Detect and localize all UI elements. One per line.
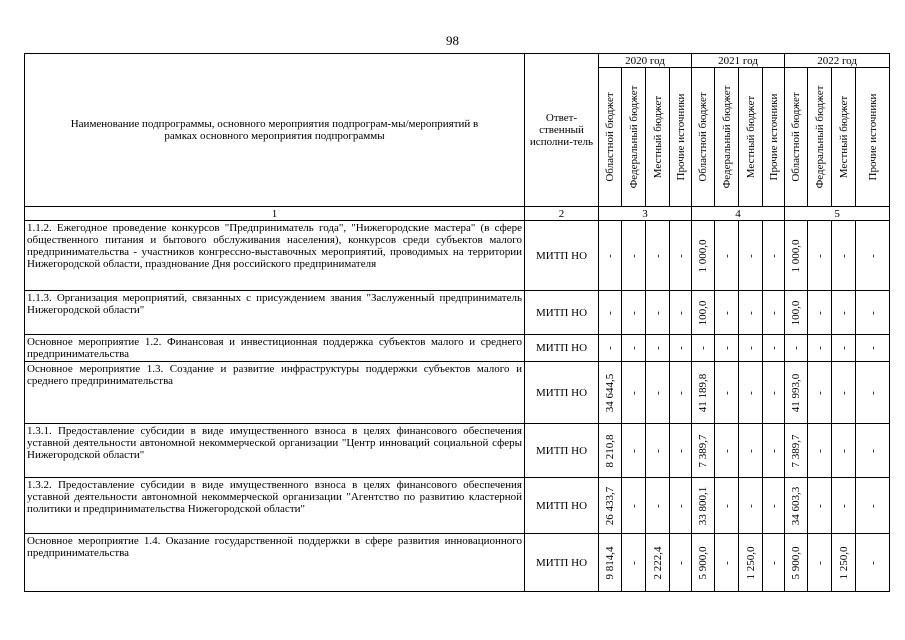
row-value: - [767,503,780,508]
row-value-cell [856,424,890,478]
row-value: - [604,253,616,258]
header-source [692,68,715,207]
row-value: - [767,390,780,395]
row-value-cell [670,534,692,592]
row-value: 9 814,4 [604,546,616,579]
row-value: - [674,253,687,258]
row-value-cell [832,291,856,335]
table-row [25,221,890,291]
row-value: 5 900,0 [790,546,803,579]
row-value-cell [622,534,646,592]
row-value-cell [739,221,763,291]
row-value: - [866,560,879,565]
row-value: - [627,448,640,453]
row-value: - [720,253,733,258]
row-value: - [866,253,879,258]
row-value-cell [856,221,890,291]
row-value: - [627,560,640,565]
row-value: - [674,310,687,315]
row-value: - [744,346,757,350]
row-value-cell [692,534,715,592]
row-value-cell [622,424,646,478]
row-value: 100,0 [697,300,710,325]
row-description: 1.3.2. Предоставление субсидии в виде имущественного взноса в целях финансового обеспечения уставной деятельности автономной некоммерческой организации "Агентство по развитию кластерной политики и предпринимательства Нижегородской области" [25,478,525,534]
row-value-cell [808,478,832,534]
row-value: - [813,310,826,315]
row-description: 1.3.1. Предоставление субсидии в виде имущественного взноса в целях финансового обеспечения уставной деятельности автономной некоммерческой организации "Центр инноваций социальной сферы Нижегородской области" [25,424,525,478]
row-value-cell [692,478,715,534]
row-value: - [813,346,826,350]
row-value: - [767,253,780,258]
row-value: 1 250,0 [837,546,850,579]
row-value: - [651,448,664,453]
row-value-cell [715,335,739,362]
row-value: 34 603,3 [790,486,803,525]
row-value-cell [715,478,739,534]
row-value: - [604,346,616,350]
header-year: 2021 год [692,54,785,68]
page-number: 98 [446,33,459,48]
column-number: 2 [525,207,599,221]
row-value: - [627,310,640,315]
header-source-label: Прочие источники [767,93,780,181]
row-value: - [674,390,687,395]
row-value-cell [670,362,692,424]
row-value: 1 000,0 [790,239,803,272]
row-value: - [813,560,826,565]
header-source-label: Областной бюджет [790,92,803,182]
row-value-cell [739,362,763,424]
column-number: 4 [692,207,785,221]
row-value: - [651,346,664,350]
row-value: - [627,346,640,350]
row-value: - [651,310,664,315]
row-value-cell [599,534,622,592]
row-value: - [790,346,803,350]
table-row [25,424,890,478]
row-value-cell [763,335,785,362]
row-value-cell [785,362,808,424]
row-value-cell [785,424,808,478]
row-value: - [837,448,850,453]
row-value-cell [622,335,646,362]
header-source-label: Федеральный бюджет [627,85,640,189]
row-value-cell [785,534,808,592]
row-executor: МИТП НО [525,291,599,335]
row-value: - [837,346,850,350]
row-value-cell [856,335,890,362]
row-value: - [674,503,687,508]
table-row [25,362,890,424]
row-value-cell [739,534,763,592]
row-value: - [674,346,687,350]
row-value-cell [622,362,646,424]
row-value: - [813,253,826,258]
row-value: - [720,503,733,508]
row-value: - [674,560,687,565]
row-value: - [651,503,664,508]
table-row [25,534,890,592]
row-value: - [866,310,879,315]
header-source-label: Прочие источники [674,93,687,181]
row-value-cell [856,478,890,534]
table-row [25,478,890,534]
row-value-cell [808,362,832,424]
header-source [739,68,763,207]
row-value: - [627,503,640,508]
row-value-cell [622,478,646,534]
row-value: - [813,448,826,453]
row-value-cell [692,221,715,291]
row-value: - [866,390,879,395]
row-value: - [744,503,757,508]
row-value: - [813,503,826,508]
row-value: - [837,253,850,258]
row-value: - [744,253,757,258]
row-description: Основное мероприятие 1.3. Создание и развитие инфраструктуры поддержки субъектов малого и среднего предпринимательства [25,362,525,424]
row-value-cell [832,534,856,592]
header-executor: Ответ-ственный исполни-тель [525,54,599,207]
row-value: - [767,560,780,565]
header-source [832,68,856,207]
header-source-label: Местный бюджет [744,95,757,179]
row-value-cell [599,335,622,362]
header-source [599,68,622,207]
row-value: - [767,346,780,350]
row-value: - [720,346,733,350]
row-value-cell [646,335,670,362]
header-source-label: Областной бюджет [697,92,710,182]
header-source [785,68,808,207]
row-value-cell [715,291,739,335]
row-value-cell [739,335,763,362]
row-value: 1 250,0 [744,546,757,579]
row-value: 41 189,8 [697,373,710,412]
header-source [856,68,890,207]
row-value: 2 222,4 [651,546,664,579]
row-value-cell [692,424,715,478]
row-value-cell [763,362,785,424]
column-number: 1 [25,207,525,221]
row-description: 1.1.2. Ежегодное проведение конкурсов "Предприниматель года", "Нижегородские мастера" (в сфере общественного питания и бытового обслуживания населения), конкурсов среди субъектов малого предпринимательства - участников конгрессно-выставочных мероприятий, проводимых на территории Нижегородской области, празднование Дня российского предпринимателя [25,221,525,291]
row-value: 5 900,0 [697,546,710,579]
row-value: 100,0 [790,300,803,325]
row-value: - [837,503,850,508]
row-value-cell [646,221,670,291]
row-value-cell [670,478,692,534]
row-value-cell [599,221,622,291]
row-value-cell [599,291,622,335]
row-value: 41 993,0 [790,373,803,412]
header-source [808,68,832,207]
row-value-cell [692,291,715,335]
row-executor: МИТП НО [525,335,599,362]
header-source [715,68,739,207]
row-value: - [604,310,616,315]
row-value-cell [622,221,646,291]
row-value-cell [715,221,739,291]
header-source-label: Местный бюджет [837,95,850,179]
header-description: Наименование подпрограммы, основного мероприятия подпрограм-мы/мероприятий в рамках основного мероприятия подпрограммы [25,54,525,207]
row-value: - [767,310,780,315]
row-value: - [837,310,850,315]
row-description: Основное мероприятие 1.4. Оказание государственной поддержки в сфере развития инновационного предпринимательства [25,534,525,592]
header-source-label: Прочие источники [866,93,879,181]
row-value-cell [832,335,856,362]
row-value-cell [646,291,670,335]
row-value-cell [599,478,622,534]
header-source [646,68,670,207]
row-value-cell [715,362,739,424]
row-value-cell [832,478,856,534]
row-value-cell [646,424,670,478]
row-value: 33 800,1 [697,486,710,525]
row-executor: МИТП НО [525,534,599,592]
row-value: - [767,448,780,453]
header-source-label: Местный бюджет [651,95,664,179]
row-value-cell [715,534,739,592]
row-value-cell [832,221,856,291]
row-value-cell [856,362,890,424]
row-value-cell [832,362,856,424]
row-value-cell [763,424,785,478]
header-year: 2020 год [599,54,692,68]
row-value-cell [646,534,670,592]
row-value-cell [808,291,832,335]
row-value-cell [739,424,763,478]
row-value-cell [670,291,692,335]
row-value: 7 389,7 [697,434,710,467]
row-value: - [744,448,757,453]
row-value-cell [808,424,832,478]
row-value-cell [599,362,622,424]
row-value-cell [808,335,832,362]
table-row [25,291,890,335]
row-value-cell [739,478,763,534]
header-year: 2022 год [785,54,890,68]
row-value: - [674,448,687,453]
row-value: - [720,390,733,395]
row-value-cell [692,362,715,424]
row-executor: МИТП НО [525,221,599,291]
row-value-cell [739,291,763,335]
header-source [670,68,692,207]
row-value-cell [832,424,856,478]
row-value-cell [622,291,646,335]
row-value-cell [715,424,739,478]
header-source [763,68,785,207]
row-executor: МИТП НО [525,362,599,424]
row-value: - [866,346,879,350]
row-value: - [651,253,664,258]
column-number: 5 [785,207,890,221]
row-value-cell [692,335,715,362]
row-value: 7 389,7 [790,434,803,467]
row-value: - [866,503,879,508]
row-description: Основное мероприятие 1.2. Финансовая и инвестиционная поддержка субъектов малого и среднего предпринимательства [25,335,525,362]
row-value-cell [599,424,622,478]
header-source-label: Федеральный бюджет [813,85,826,189]
row-value-cell [646,362,670,424]
row-value-cell [763,478,785,534]
row-executor: МИТП НО [525,424,599,478]
row-value-cell [670,221,692,291]
row-value: 8 210,8 [604,434,616,467]
header-source-label: Областной бюджет [604,92,616,182]
row-value-cell [646,478,670,534]
row-value: 34 644,5 [604,373,616,412]
row-value: - [866,448,879,453]
row-value: - [720,310,733,315]
row-executor: МИТП НО [525,478,599,534]
row-value: - [837,390,850,395]
row-value-cell [785,335,808,362]
row-value: 26 433,7 [604,486,616,525]
row-value-cell [808,221,832,291]
row-value: - [697,346,710,350]
row-value: - [813,390,826,395]
column-number: 3 [599,207,692,221]
row-value: - [744,390,757,395]
row-value-cell [670,335,692,362]
row-value-cell [785,478,808,534]
budget-table [24,53,890,592]
row-value: - [627,390,640,395]
row-value: - [651,390,664,395]
row-value-cell [856,534,890,592]
row-value: - [720,448,733,453]
row-value-cell [785,221,808,291]
table-row [25,335,890,362]
row-value: - [720,560,733,565]
row-value-cell [763,221,785,291]
row-value: 1 000,0 [697,239,710,272]
row-value-cell [763,534,785,592]
header-source-label: Федеральный бюджет [720,85,733,189]
row-value-cell [785,291,808,335]
row-value: - [627,253,640,258]
row-value-cell [856,291,890,335]
row-value-cell [670,424,692,478]
row-value-cell [808,534,832,592]
row-description: 1.1.3. Организация мероприятий, связанных с присуждением звания "Заслуженный предприниматель Нижегородской области" [25,291,525,335]
header-source [622,68,646,207]
row-value: - [744,310,757,315]
row-value-cell [763,291,785,335]
